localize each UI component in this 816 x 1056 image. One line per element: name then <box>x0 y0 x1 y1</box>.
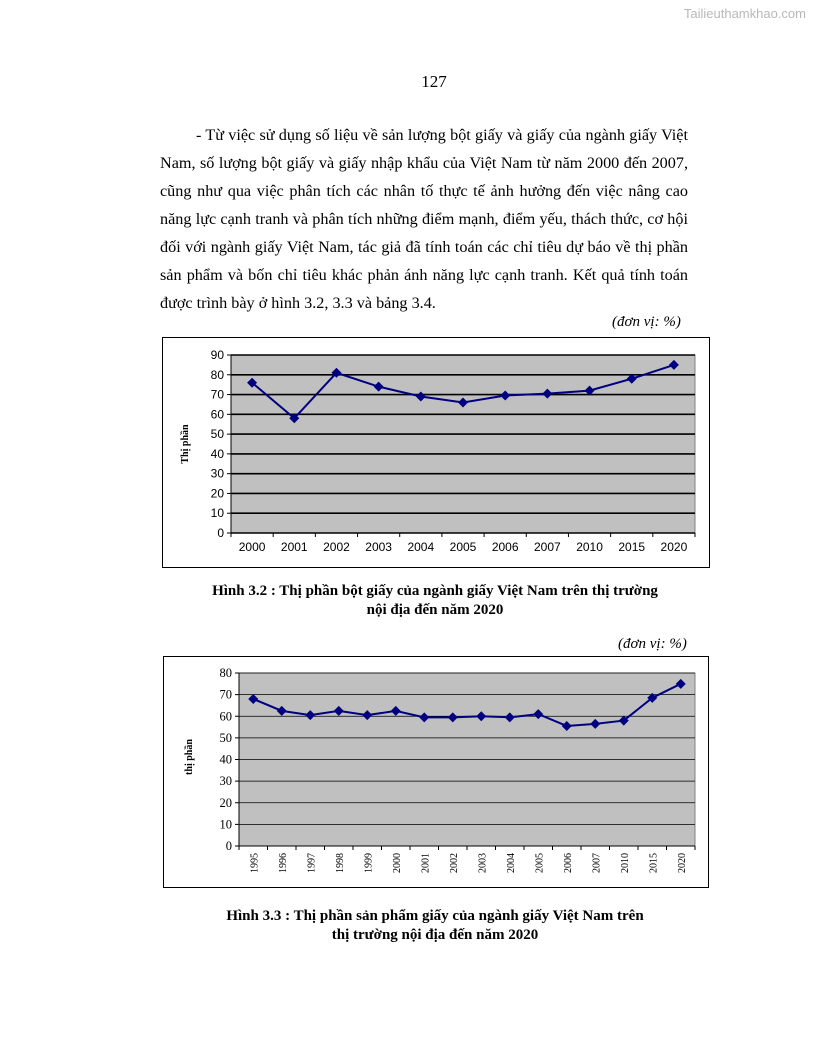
figure1-unit-label: (đơn vị: %) <box>612 314 681 330</box>
body-paragraph <box>160 121 688 317</box>
figure2-caption <box>180 907 690 945</box>
y-tick-label: 30 <box>210 466 224 481</box>
figure1-caption <box>180 582 690 620</box>
y-tick-label: 60 <box>210 407 224 422</box>
y-tick-label: 0 <box>217 526 224 540</box>
y-tick-label: 70 <box>210 387 224 402</box>
x-tick-label: 2006 <box>562 853 574 873</box>
x-tick-label: 2003 <box>477 853 489 873</box>
figure2-caption-line1: Hình 3.3 : Thị phần sản phẩm giấy của ngành giấy Việt Nam trên <box>226 908 644 924</box>
x-tick-label: 2002 <box>448 853 460 873</box>
y-tick-label: 20 <box>210 486 224 501</box>
y-tick-label: 20 <box>219 795 232 810</box>
y-tick-label: 10 <box>210 506 224 521</box>
y-tick-label: 80 <box>219 666 232 680</box>
figure1-chart-svg <box>163 338 709 567</box>
y-tick-label: 10 <box>219 817 232 832</box>
y-tick-label: 90 <box>210 348 224 362</box>
x-tick-label: 2015 <box>648 853 660 873</box>
y-tick-label: 40 <box>219 752 232 767</box>
y-tick-label: 50 <box>210 427 224 442</box>
x-tick-label: 2020 <box>660 540 688 554</box>
figure2-chart <box>163 656 709 888</box>
x-tick-label: 2005 <box>534 853 546 873</box>
x-tick-label: 1995 <box>249 853 261 873</box>
x-tick-label: 1996 <box>277 853 289 873</box>
x-tick-label: 2005 <box>449 540 477 554</box>
figure1-chart <box>162 337 710 568</box>
x-tick-label: 2020 <box>676 853 688 873</box>
page-number: 127 <box>421 72 447 91</box>
x-tick-label: 2001 <box>420 853 432 873</box>
y-tick-label: 60 <box>219 709 232 724</box>
x-tick-label: 2003 <box>365 540 392 554</box>
x-tick-label: 2007 <box>591 853 603 873</box>
x-tick-label: 2002 <box>323 540 350 554</box>
figure2-unit-label: (đơn vị: %) <box>618 636 687 652</box>
paragraph-text: - Từ việc sử dụng số liệu về sản lượng bột giấy và giấy của ngành giấy Việt Nam, số lượng bột giấy và giấy nhập khẩu của Việt Nam từ năm 2000 đến 2007, cũng như qua việc phân tích các nhân tố thực tế ảnh hưởng đến việc nâng cao năng lực cạnh tranh và phân tích những điểm mạnh, điểm yếu, thách thức, cơ hội đối với ngành giấy Việt Nam, tác giả đã tính toán các chỉ tiêu dự báo về thị phần sản phẩm và bốn chỉ tiêu khác phản ánh năng lực cạnh tranh. Kết quả tính toán được trình bày ở hình 3.2, 3.3 và bảng 3.4. <box>160 126 688 312</box>
x-tick-label: 2001 <box>280 540 308 554</box>
y-tick-label: 80 <box>210 367 224 382</box>
x-tick-label: 2015 <box>618 540 646 554</box>
figure2-chart-svg <box>164 657 708 887</box>
y-tick-label: 30 <box>219 774 232 789</box>
x-tick-label: 2004 <box>505 853 517 873</box>
plot-area <box>231 355 695 533</box>
x-tick-label: 1998 <box>334 853 346 873</box>
figure1-caption-line1: Hình 3.2 : Thị phần bột giấy của ngành giấy Việt Nam trên thị trường <box>212 583 658 599</box>
figure1-caption-line2: nội địa đến năm 2020 <box>366 602 504 618</box>
x-tick-label: 2000 <box>238 540 266 554</box>
x-tick-label: 2000 <box>391 853 403 873</box>
y-axis-title: thị phần <box>184 739 195 775</box>
y-axis-title: Thị phần <box>180 424 191 464</box>
y-tick-label: 70 <box>219 687 232 702</box>
x-tick-label: 1997 <box>306 853 318 873</box>
x-tick-label: 1999 <box>363 853 375 873</box>
x-tick-label: 2010 <box>619 853 631 873</box>
x-tick-label: 2010 <box>576 540 603 554</box>
y-tick-label: 0 <box>225 839 232 853</box>
y-tick-label: 40 <box>210 446 224 461</box>
x-tick-label: 2006 <box>491 540 519 554</box>
figure2-caption-line2: thị trường nội địa đến năm 2020 <box>331 927 539 943</box>
watermark: Tailieuthamkhao.com <box>683 6 806 21</box>
y-tick-label: 50 <box>219 730 232 745</box>
x-tick-label: 2007 <box>534 540 561 554</box>
x-tick-label: 2004 <box>407 540 435 554</box>
